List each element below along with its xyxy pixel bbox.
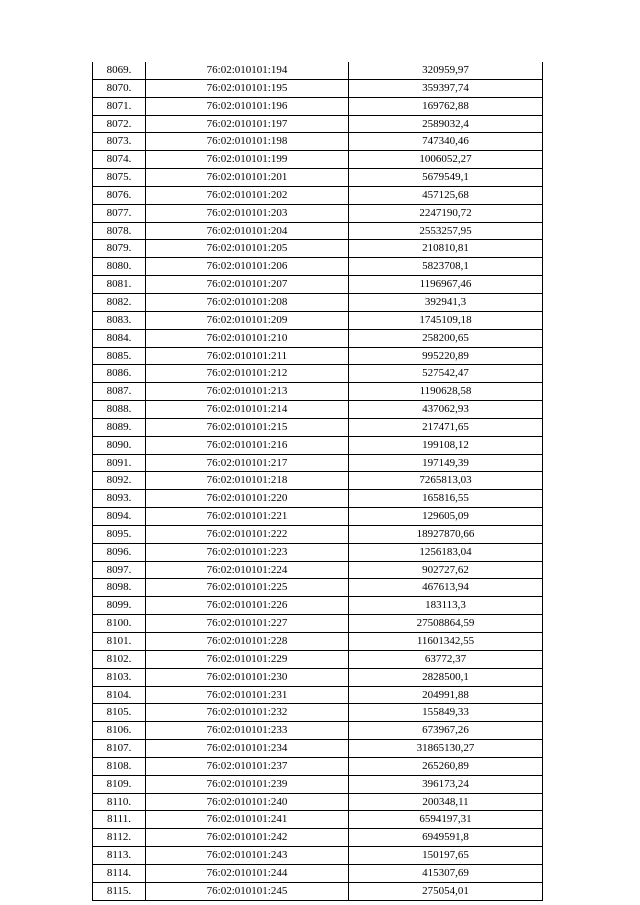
row-number-cell: 8084. bbox=[93, 329, 146, 347]
cadastral-value-cell: 169762,88 bbox=[349, 97, 543, 115]
cadastral-number-cell: 76:02:010101:203 bbox=[146, 204, 349, 222]
cadastral-value-cell: 392941,3 bbox=[349, 293, 543, 311]
table-row bbox=[93, 793, 543, 811]
table-row bbox=[93, 276, 543, 294]
row-number-cell: 8102. bbox=[93, 650, 146, 668]
row-number-cell: 8091. bbox=[93, 454, 146, 472]
table-row bbox=[93, 829, 543, 847]
table-row bbox=[93, 454, 543, 472]
cadastral-number-cell: 76:02:010101:245 bbox=[146, 882, 349, 900]
row-number-cell: 8073. bbox=[93, 133, 146, 151]
table-row bbox=[93, 757, 543, 775]
cadastral-value-cell: 129605,09 bbox=[349, 508, 543, 526]
cadastral-value-cell: 2589032,4 bbox=[349, 115, 543, 133]
cadastral-value-cell: 1745109,18 bbox=[349, 311, 543, 329]
row-number-cell: 8089. bbox=[93, 418, 146, 436]
cadastral-number-cell: 76:02:010101:212 bbox=[146, 365, 349, 383]
table-row bbox=[93, 722, 543, 740]
cadastral-value-cell: 63772,37 bbox=[349, 650, 543, 668]
table-row bbox=[93, 508, 543, 526]
row-number-cell: 8110. bbox=[93, 793, 146, 811]
table-row bbox=[93, 258, 543, 276]
cadastral-number-cell: 76:02:010101:222 bbox=[146, 525, 349, 543]
table-row bbox=[93, 490, 543, 508]
cadastral-number-cell: 76:02:010101:196 bbox=[146, 97, 349, 115]
cadastral-number-cell: 76:02:010101:207 bbox=[146, 276, 349, 294]
row-number-cell: 8112. bbox=[93, 829, 146, 847]
row-number-cell: 8082. bbox=[93, 293, 146, 311]
cadastral-number-cell: 76:02:010101:224 bbox=[146, 561, 349, 579]
cadastral-value-cell: 673967,26 bbox=[349, 722, 543, 740]
table-row bbox=[93, 240, 543, 258]
cadastral-number-cell: 76:02:010101:209 bbox=[146, 311, 349, 329]
cadastral-number-cell: 76:02:010101:214 bbox=[146, 401, 349, 419]
cadastral-value-cell: 359397,74 bbox=[349, 79, 543, 97]
row-number-cell: 8080. bbox=[93, 258, 146, 276]
cadastral-value-cell: 437062,93 bbox=[349, 401, 543, 419]
row-number-cell: 8075. bbox=[93, 169, 146, 187]
table-row bbox=[93, 811, 543, 829]
cadastral-number-cell: 76:02:010101:230 bbox=[146, 668, 349, 686]
row-number-cell: 8088. bbox=[93, 401, 146, 419]
cadastral-number-cell: 76:02:010101:213 bbox=[146, 383, 349, 401]
cadastral-number-cell: 76:02:010101:204 bbox=[146, 222, 349, 240]
row-number-cell: 8079. bbox=[93, 240, 146, 258]
table-row bbox=[93, 204, 543, 222]
cadastral-number-cell: 76:02:010101:229 bbox=[146, 650, 349, 668]
cadastral-value-cell: 210810,81 bbox=[349, 240, 543, 258]
cadastral-number-cell: 76:02:010101:242 bbox=[146, 829, 349, 847]
cadastral-value-cell: 6594197,31 bbox=[349, 811, 543, 829]
row-number-cell: 8105. bbox=[93, 704, 146, 722]
cadastral-value-cell: 200348,11 bbox=[349, 793, 543, 811]
cadastral-value-cell: 6949591,8 bbox=[349, 829, 543, 847]
cadastral-number-cell: 76:02:010101:237 bbox=[146, 757, 349, 775]
cadastral-value-cell: 2247190,72 bbox=[349, 204, 543, 222]
cadastral-value-cell: 5679549,1 bbox=[349, 169, 543, 187]
cadastral-value-cell: 199108,12 bbox=[349, 436, 543, 454]
row-number-cell: 8087. bbox=[93, 383, 146, 401]
row-number-cell: 8086. bbox=[93, 365, 146, 383]
cadastral-number-cell: 76:02:010101:231 bbox=[146, 686, 349, 704]
table-row bbox=[93, 633, 543, 651]
row-number-cell: 8074. bbox=[93, 151, 146, 169]
cadastral-value-cell: 31865130,27 bbox=[349, 740, 543, 758]
cadastral-value-cell: 467613,94 bbox=[349, 579, 543, 597]
cadastral-value-table bbox=[92, 62, 543, 901]
table-row bbox=[93, 543, 543, 561]
row-number-cell: 8097. bbox=[93, 561, 146, 579]
cadastral-value-cell: 1006052,27 bbox=[349, 151, 543, 169]
cadastral-value-cell: 197149,39 bbox=[349, 454, 543, 472]
cadastral-value-cell: 415307,69 bbox=[349, 864, 543, 882]
table-row bbox=[93, 650, 543, 668]
table-row bbox=[93, 740, 543, 758]
table-row bbox=[93, 222, 543, 240]
row-number-cell: 8077. bbox=[93, 204, 146, 222]
cadastral-number-cell: 76:02:010101:228 bbox=[146, 633, 349, 651]
table-row bbox=[93, 133, 543, 151]
table-row bbox=[93, 847, 543, 865]
table-row bbox=[93, 882, 543, 900]
cadastral-value-cell: 1190628,58 bbox=[349, 383, 543, 401]
cadastral-number-cell: 76:02:010101:194 bbox=[146, 62, 349, 79]
cadastral-number-cell: 76:02:010101:199 bbox=[146, 151, 349, 169]
cadastral-value-cell: 1196967,46 bbox=[349, 276, 543, 294]
row-number-cell: 8104. bbox=[93, 686, 146, 704]
cadastral-value-cell: 217471,65 bbox=[349, 418, 543, 436]
cadastral-value-cell: 183113,3 bbox=[349, 597, 543, 615]
cadastral-number-cell: 76:02:010101:225 bbox=[146, 579, 349, 597]
table-row bbox=[93, 97, 543, 115]
cadastral-value-cell: 258200,65 bbox=[349, 329, 543, 347]
row-number-cell: 8103. bbox=[93, 668, 146, 686]
table-body bbox=[93, 62, 543, 900]
table-row bbox=[93, 169, 543, 187]
table-row bbox=[93, 115, 543, 133]
table-row bbox=[93, 597, 543, 615]
row-number-cell: 8071. bbox=[93, 97, 146, 115]
table-row bbox=[93, 561, 543, 579]
cadastral-value-cell: 27508864,59 bbox=[349, 615, 543, 633]
cadastral-value-cell: 320959,97 bbox=[349, 62, 543, 79]
cadastral-number-cell: 76:02:010101:226 bbox=[146, 597, 349, 615]
row-number-cell: 8100. bbox=[93, 615, 146, 633]
row-number-cell: 8085. bbox=[93, 347, 146, 365]
table-row bbox=[93, 79, 543, 97]
cadastral-number-cell: 76:02:010101:195 bbox=[146, 79, 349, 97]
cadastral-number-cell: 76:02:010101:211 bbox=[146, 347, 349, 365]
table-row bbox=[93, 62, 543, 79]
cadastral-value-cell: 2553257,95 bbox=[349, 222, 543, 240]
table-row bbox=[93, 383, 543, 401]
table-row bbox=[93, 418, 543, 436]
table-row bbox=[93, 579, 543, 597]
cadastral-value-cell: 11601342,55 bbox=[349, 633, 543, 651]
row-number-cell: 8092. bbox=[93, 472, 146, 490]
row-number-cell: 8101. bbox=[93, 633, 146, 651]
row-number-cell: 8108. bbox=[93, 757, 146, 775]
cadastral-number-cell: 76:02:010101:206 bbox=[146, 258, 349, 276]
cadastral-value-cell: 5823708,1 bbox=[349, 258, 543, 276]
cadastral-value-cell: 995220,89 bbox=[349, 347, 543, 365]
row-number-cell: 8094. bbox=[93, 508, 146, 526]
row-number-cell: 8095. bbox=[93, 525, 146, 543]
cadastral-value-cell: 902727,62 bbox=[349, 561, 543, 579]
cadastral-number-cell: 76:02:010101:218 bbox=[146, 472, 349, 490]
cadastral-number-cell: 76:02:010101:198 bbox=[146, 133, 349, 151]
cadastral-value-cell: 2828500,1 bbox=[349, 668, 543, 686]
row-number-cell: 8090. bbox=[93, 436, 146, 454]
cadastral-number-cell: 76:02:010101:240 bbox=[146, 793, 349, 811]
cadastral-number-cell: 76:02:010101:216 bbox=[146, 436, 349, 454]
table-row bbox=[93, 668, 543, 686]
cadastral-number-cell: 76:02:010101:234 bbox=[146, 740, 349, 758]
cadastral-number-cell: 76:02:010101:202 bbox=[146, 186, 349, 204]
table-row bbox=[93, 525, 543, 543]
row-number-cell: 8111. bbox=[93, 811, 146, 829]
cadastral-value-cell: 204991,88 bbox=[349, 686, 543, 704]
table-row bbox=[93, 293, 543, 311]
cadastral-number-cell: 76:02:010101:197 bbox=[146, 115, 349, 133]
cadastral-number-cell: 76:02:010101:221 bbox=[146, 508, 349, 526]
row-number-cell: 8113. bbox=[93, 847, 146, 865]
table-row bbox=[93, 311, 543, 329]
cadastral-value-cell: 275054,01 bbox=[349, 882, 543, 900]
row-number-cell: 8115. bbox=[93, 882, 146, 900]
table-row bbox=[93, 151, 543, 169]
cadastral-number-cell: 76:02:010101:227 bbox=[146, 615, 349, 633]
cadastral-number-cell: 76:02:010101:239 bbox=[146, 775, 349, 793]
cadastral-value-cell: 155849,33 bbox=[349, 704, 543, 722]
cadastral-value-cell: 150197,65 bbox=[349, 847, 543, 865]
row-number-cell: 8070. bbox=[93, 79, 146, 97]
table-row bbox=[93, 347, 543, 365]
cadastral-value-cell: 1256183,04 bbox=[349, 543, 543, 561]
cadastral-number-cell: 76:02:010101:210 bbox=[146, 329, 349, 347]
table-row bbox=[93, 436, 543, 454]
row-number-cell: 8072. bbox=[93, 115, 146, 133]
row-number-cell: 8096. bbox=[93, 543, 146, 561]
table-row bbox=[93, 686, 543, 704]
cadastral-number-cell: 76:02:010101:217 bbox=[146, 454, 349, 472]
cadastral-number-cell: 76:02:010101:223 bbox=[146, 543, 349, 561]
cadastral-number-cell: 76:02:010101:232 bbox=[146, 704, 349, 722]
table-row bbox=[93, 864, 543, 882]
cadastral-value-cell: 527542,47 bbox=[349, 365, 543, 383]
row-number-cell: 8099. bbox=[93, 597, 146, 615]
cadastral-number-cell: 76:02:010101:241 bbox=[146, 811, 349, 829]
table-row bbox=[93, 704, 543, 722]
row-number-cell: 8076. bbox=[93, 186, 146, 204]
cadastral-value-cell: 165816,55 bbox=[349, 490, 543, 508]
row-number-cell: 8098. bbox=[93, 579, 146, 597]
table-row bbox=[93, 186, 543, 204]
cadastral-value-cell: 747340,46 bbox=[349, 133, 543, 151]
table-row bbox=[93, 401, 543, 419]
cadastral-value-cell: 265260,89 bbox=[349, 757, 543, 775]
row-number-cell: 8083. bbox=[93, 311, 146, 329]
cadastral-number-cell: 76:02:010101:243 bbox=[146, 847, 349, 865]
cadastral-value-cell: 18927870,66 bbox=[349, 525, 543, 543]
table-row bbox=[93, 329, 543, 347]
table-row bbox=[93, 365, 543, 383]
cadastral-value-cell: 396173,24 bbox=[349, 775, 543, 793]
cadastral-value-cell: 457125,68 bbox=[349, 186, 543, 204]
row-number-cell: 8109. bbox=[93, 775, 146, 793]
cadastral-number-cell: 76:02:010101:205 bbox=[146, 240, 349, 258]
cadastral-number-cell: 76:02:010101:201 bbox=[146, 169, 349, 187]
cadastral-number-cell: 76:02:010101:208 bbox=[146, 293, 349, 311]
cadastral-number-cell: 76:02:010101:220 bbox=[146, 490, 349, 508]
table-row bbox=[93, 615, 543, 633]
cadastral-number-cell: 76:02:010101:244 bbox=[146, 864, 349, 882]
row-number-cell: 8069. bbox=[93, 62, 146, 79]
row-number-cell: 8114. bbox=[93, 864, 146, 882]
row-number-cell: 8106. bbox=[93, 722, 146, 740]
cadastral-number-cell: 76:02:010101:215 bbox=[146, 418, 349, 436]
cadastral-value-cell: 7265813,03 bbox=[349, 472, 543, 490]
table-row bbox=[93, 472, 543, 490]
row-number-cell: 8081. bbox=[93, 276, 146, 294]
table-row bbox=[93, 775, 543, 793]
cadastral-number-cell: 76:02:010101:233 bbox=[146, 722, 349, 740]
row-number-cell: 8078. bbox=[93, 222, 146, 240]
row-number-cell: 8107. bbox=[93, 740, 146, 758]
row-number-cell: 8093. bbox=[93, 490, 146, 508]
